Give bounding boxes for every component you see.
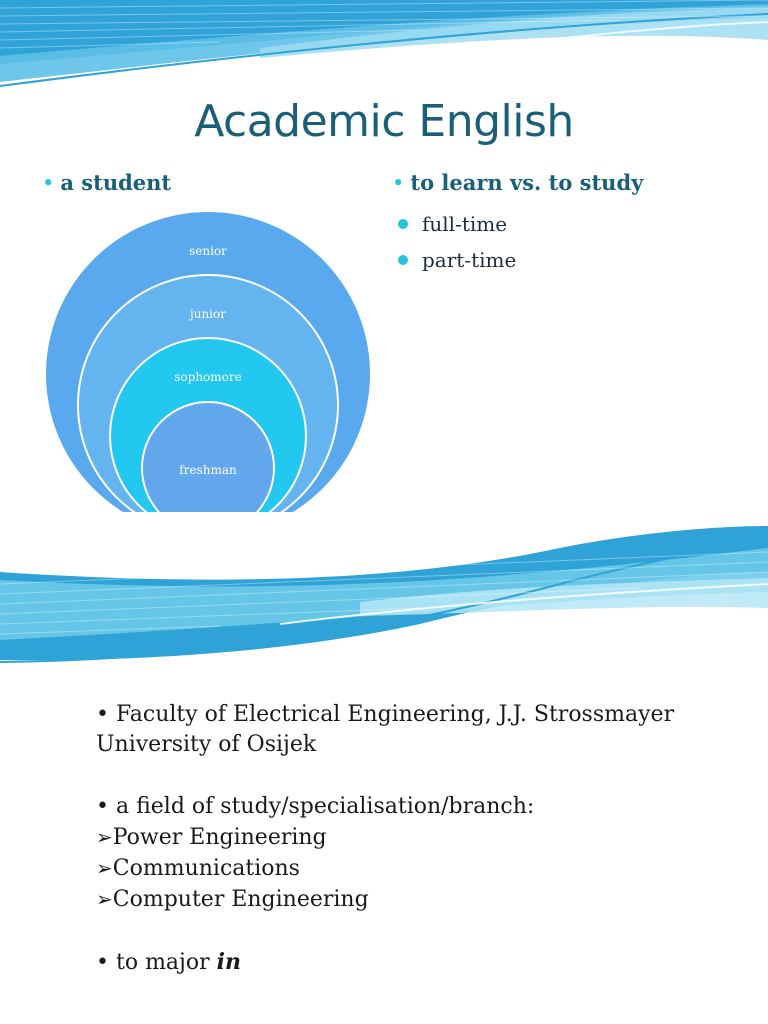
faculty-line-2: University of Osijek — [96, 732, 317, 757]
major-paragraph — [96, 947, 716, 978]
label-junior: junior — [190, 307, 226, 321]
bullet-icon: • — [96, 950, 109, 975]
list-item — [96, 884, 716, 915]
field-line: a field of study/specialisation/branch: — [115, 794, 535, 819]
faculty-paragraph — [96, 700, 716, 760]
label-sophomore: sophomore — [174, 370, 242, 384]
header-wave-decoration — [0, 512, 768, 672]
branch-communications: Communications — [112, 856, 300, 881]
label-freshman: freshman — [179, 463, 237, 477]
slide-body — [96, 700, 716, 978]
slide-faculty — [0, 512, 768, 1024]
branch-power-engineering: Power Engineering — [112, 825, 327, 850]
list-item — [96, 853, 716, 884]
field-of-study-paragraph — [96, 792, 716, 822]
slide-title: Academic English — [194, 96, 574, 147]
bullet-icon: • — [96, 702, 109, 727]
bullet-icon: • — [96, 794, 109, 819]
major-emphasis: in — [216, 949, 241, 975]
left-heading-text: a student — [60, 170, 172, 195]
bullet-icon: • — [42, 171, 55, 195]
arrow-bullet-icon: ➢ — [96, 887, 113, 911]
faculty-line-1: Faculty of Electrical Engineering, J.J. Strossmayer — [115, 702, 675, 727]
arrow-bullet-icon: ➢ — [96, 825, 113, 849]
list-item: part-time — [398, 248, 516, 284]
branch-computer-engineering: Computer Engineering — [112, 887, 369, 912]
label-senior: senior — [189, 244, 227, 258]
right-heading-text: to learn vs. to study — [410, 170, 644, 195]
list-item — [96, 822, 716, 853]
arrow-bullet-icon: ➢ — [96, 856, 113, 880]
bullet-icon: • — [392, 171, 405, 195]
list-item: full-time — [398, 212, 516, 248]
major-prefix: to major — [115, 950, 210, 975]
